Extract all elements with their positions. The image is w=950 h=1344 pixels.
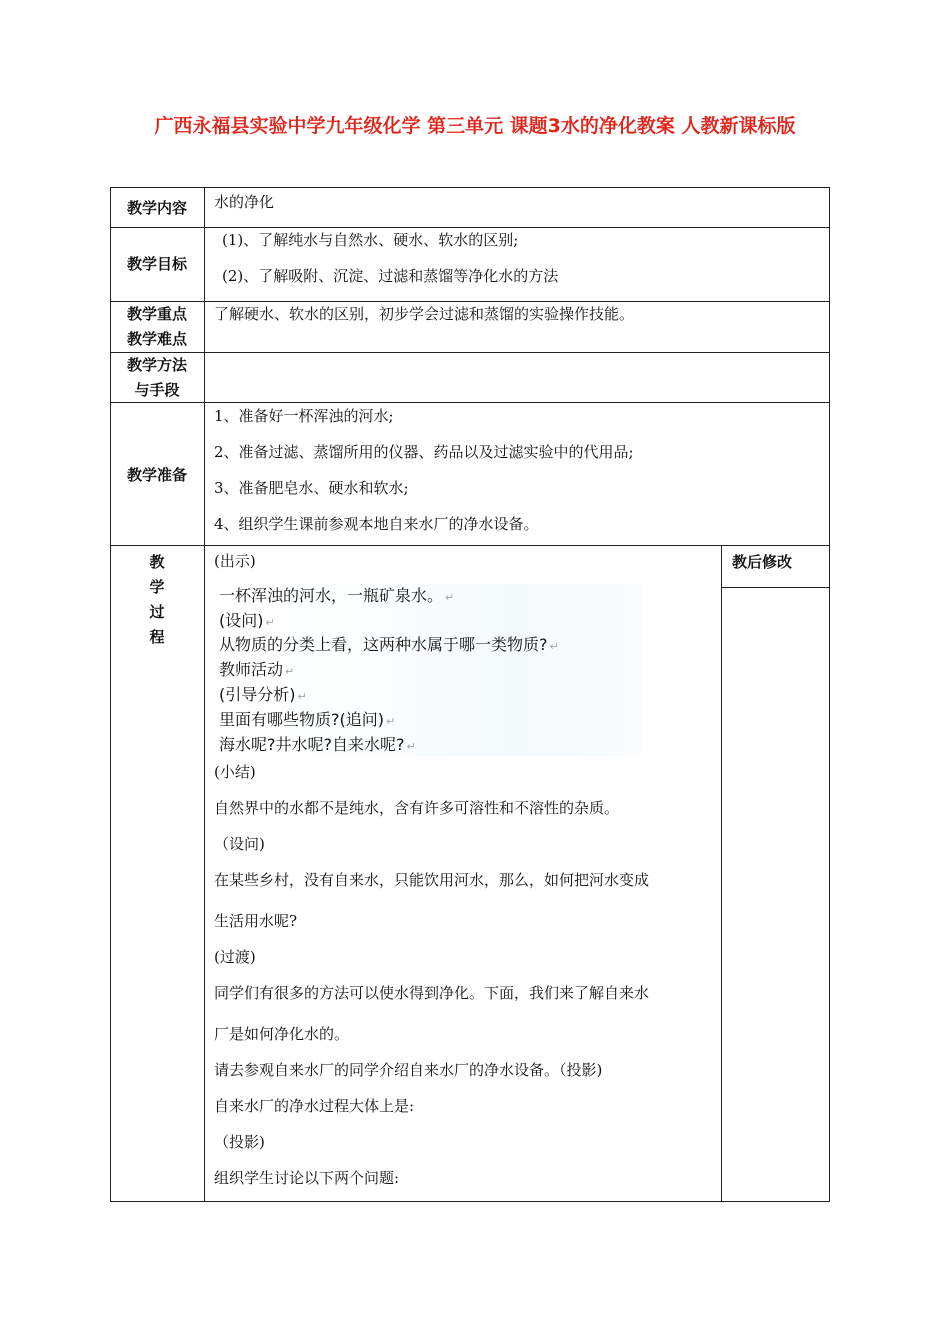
row-label-difficulty: 教学难点 bbox=[126, 330, 187, 348]
row-label-content: 教学内容 bbox=[126, 199, 187, 217]
goal-item: (2)、了解吸附、沉淀、过滤和蒸馏等净化水的方法 bbox=[222, 267, 559, 285]
process-line: 同学们有很多的方法可以使水得到净化。下面，我们来了解自来水 bbox=[214, 984, 650, 1002]
process-label-char: 程 bbox=[149, 628, 165, 646]
side-header-divider bbox=[721, 587, 830, 588]
label-column-divider bbox=[204, 187, 205, 1202]
prep-item: 1、准备好一杯浑浊的河水; bbox=[214, 407, 394, 425]
side-header: 教后修改 bbox=[732, 553, 793, 571]
process-intro: (出示) bbox=[214, 552, 256, 570]
process-label-char: 过 bbox=[149, 603, 165, 621]
goal-item: (1)、了解纯水与自然水、硬水、软水的区别; bbox=[222, 231, 519, 249]
process-line: （设问) bbox=[214, 835, 265, 853]
image-line: 从物质的分类上看，这两种水属于哪一类物质? ↵ bbox=[219, 635, 559, 654]
process-label-char: 学 bbox=[149, 578, 165, 596]
process-line: (小结) bbox=[214, 763, 256, 781]
content-value: 水的净化 bbox=[214, 193, 275, 211]
key-value: 了解硬水、软水的区别，初步学会过滤和蒸馏的实验操作技能。 bbox=[214, 305, 635, 323]
process-line: 生活用水呢? bbox=[214, 912, 298, 930]
process-line: 请去参观自来水厂的同学介绍自来水厂的净水设备。（投影) bbox=[214, 1061, 603, 1079]
process-line: (过渡) bbox=[214, 948, 256, 966]
prep-item: 2、准备过滤、蒸馏所用的仪器、药品以及过滤实验中的代用品; bbox=[214, 443, 634, 461]
row-divider bbox=[110, 301, 830, 302]
image-line: (引导分析) ↵ bbox=[219, 685, 307, 704]
process-line: 自然界中的水都不是纯水，含有许多可溶性和不溶性的杂质。 bbox=[214, 799, 620, 817]
process-line: （投影) bbox=[214, 1133, 265, 1151]
row-label-process bbox=[110, 550, 204, 650]
row-divider bbox=[110, 545, 830, 546]
process-line: 组织学生讨论以下两个问题: bbox=[214, 1169, 400, 1187]
image-line: 海水呢?井水呢?自来水呢? ↵ bbox=[219, 735, 416, 754]
row-divider bbox=[110, 227, 830, 228]
row-label-key: 教学重点 bbox=[126, 305, 187, 323]
row-label-goals: 教学目标 bbox=[126, 255, 187, 273]
row-divider bbox=[110, 402, 830, 403]
image-line: (设问) ↵ bbox=[219, 611, 275, 630]
prep-item: 4、组织学生课前参观本地自来水厂的净水设备。 bbox=[214, 515, 539, 533]
process-line: 在某些乡村，没有自来水，只能饮用河水，那么，如何把河水变成 bbox=[214, 871, 650, 889]
image-line: 一杯浑浊的河水，一瓶矿泉水。 ↵ bbox=[219, 586, 455, 605]
image-line: 教师活动 ↵ bbox=[219, 660, 295, 679]
row-label-method: 教学方法 bbox=[126, 356, 187, 374]
image-line: 里面有哪些物质?(追问) ↵ bbox=[219, 710, 396, 729]
process-line: 自来水厂的净水过程大体上是: bbox=[214, 1097, 415, 1115]
row-label-means: 与手段 bbox=[134, 381, 180, 399]
row-divider bbox=[110, 352, 830, 353]
row-label-prep: 教学准备 bbox=[126, 466, 187, 484]
process-label-char: 教 bbox=[149, 553, 165, 571]
process-line: 厂是如何净化水的。 bbox=[214, 1025, 350, 1043]
side-column-divider bbox=[721, 545, 722, 1202]
prep-item: 3、准备肥皂水、硬水和软水; bbox=[214, 479, 409, 497]
document-title: 广西永福县实验中学九年级化学 第三单元 课题3水的净化教案 人教新课标版 bbox=[154, 115, 796, 137]
